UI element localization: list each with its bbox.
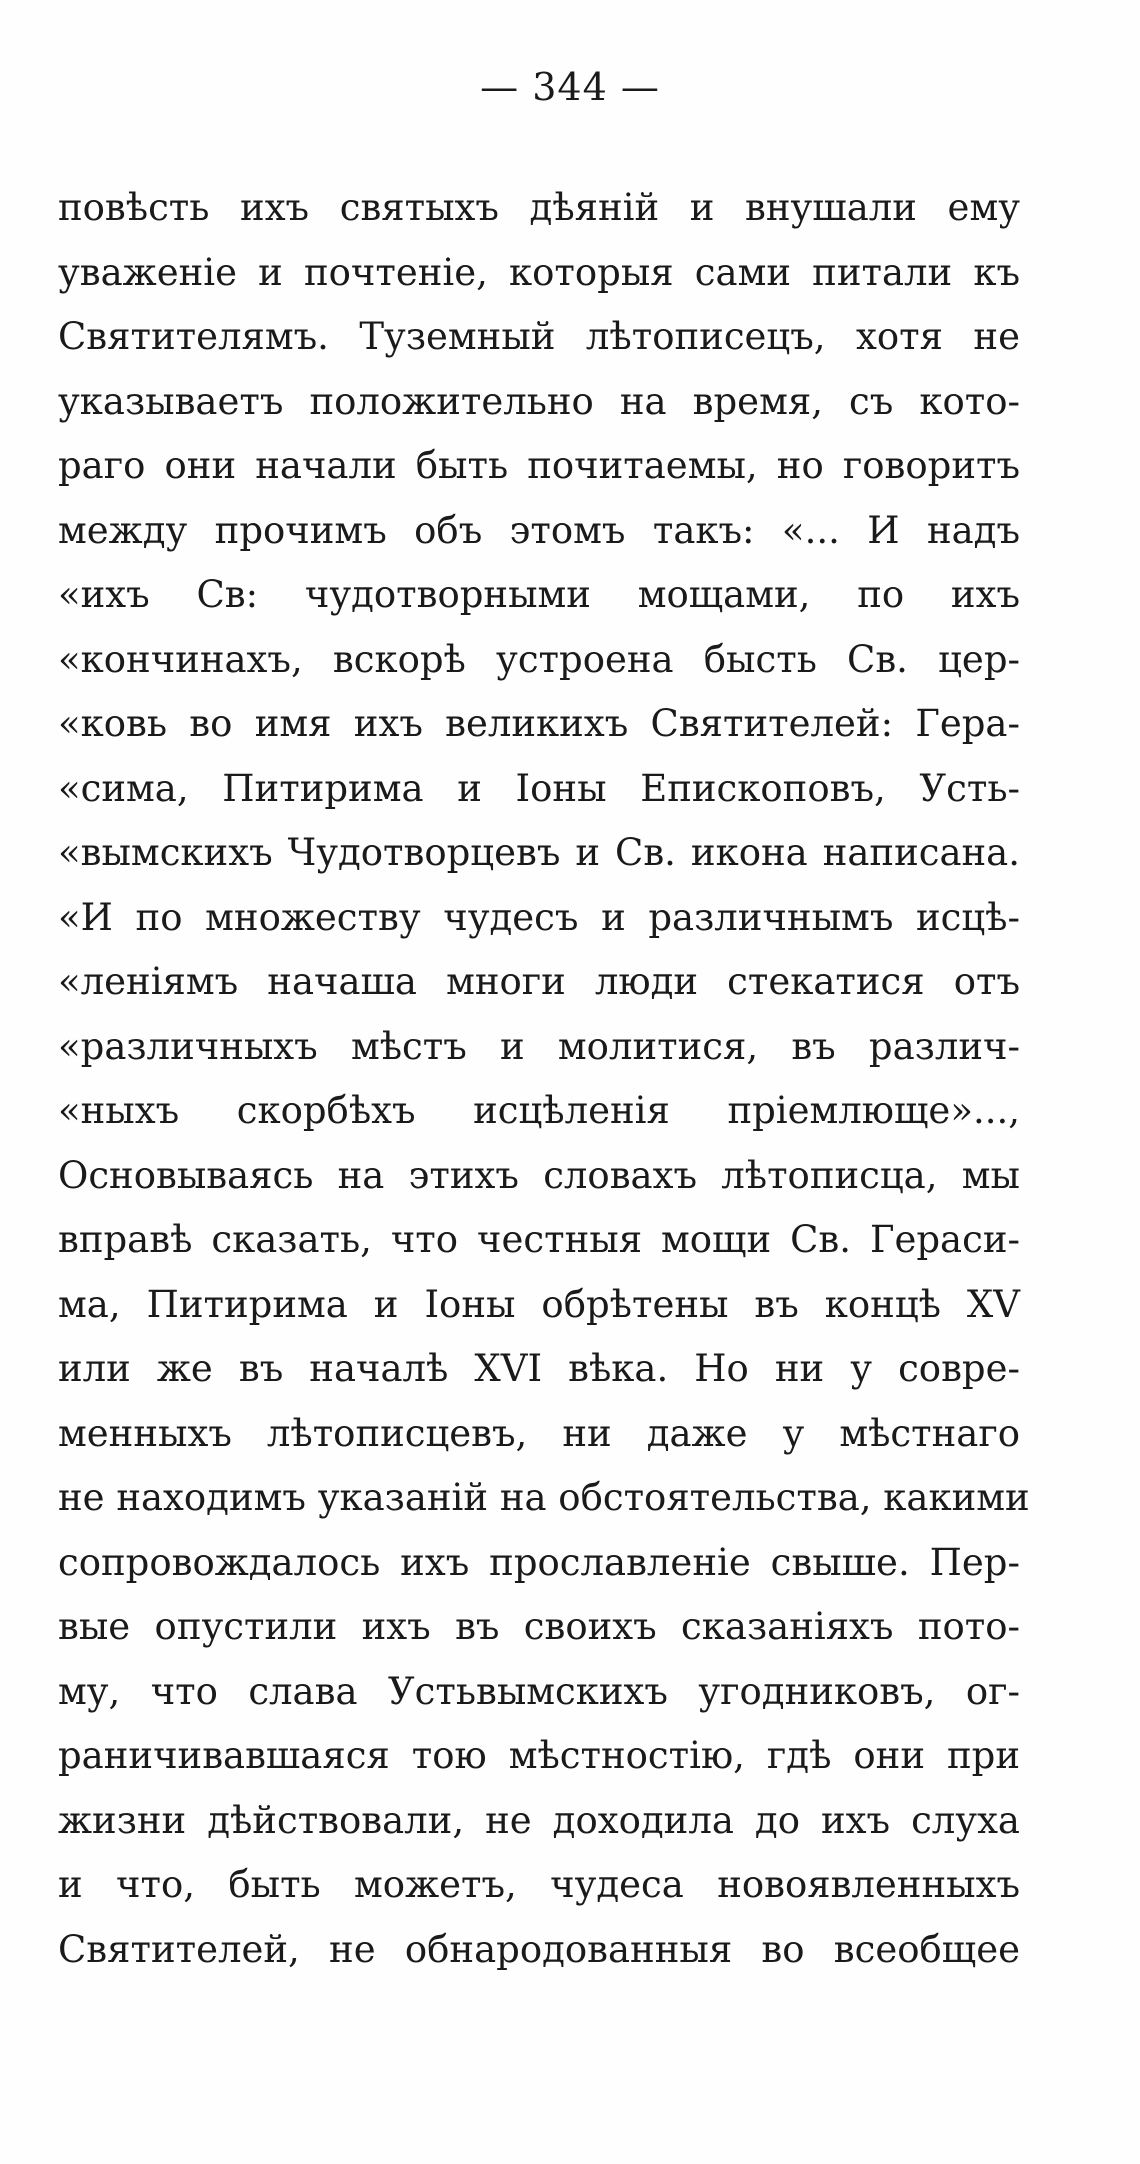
text-line: сопровождалось ихъ прославленіе свыше. Пер- (58, 1540, 1020, 1584)
text-line: повѣсть ихъ святыхъ дѣяній и внушали ему (58, 186, 1020, 229)
text-line: вые опустили ихъ въ своихъ сказаніяхъ пото- (58, 1605, 1020, 1648)
text-line: Основываясь на этихъ словахъ лѣтописца, мы (58, 1153, 1020, 1197)
text-line: раго они начали быть почитаемы, но говоритъ (58, 444, 1020, 487)
text-line: и что, быть можетъ, чудеса новоявленныхъ (58, 1863, 1020, 1906)
text-line: «вымскихъ Чудотворцевъ и Св. икона написана. (58, 831, 1020, 874)
text-line: Святителямъ. Туземный лѣтописецъ, хотя не (58, 315, 1020, 358)
text-line: или же въ началѣ XVI вѣка. Но ни у совре- (58, 1347, 1020, 1390)
text-line: жизни дѣйствовали, не доходила до ихъ слуха (58, 1798, 1020, 1842)
text-line: Святителей, не обнародованныя во всеобщее (58, 1927, 1020, 1971)
text-line: между прочимъ объ этомъ такъ: «... И надъ (58, 508, 1020, 552)
text-line: «различныхъ мѣстъ и молитися, въ различ- (58, 1024, 1020, 1068)
page-number: — 344 — (480, 65, 660, 109)
text-line: «И по множеству чудесъ и различнымъ исцѣ- (58, 895, 1020, 939)
body-text (58, 176, 1030, 1982)
text-line: «ихъ Св: чудотворными мощами, по ихъ (58, 573, 1020, 616)
text-line: ма, Питирима и Іоны обрѣтены въ концѣ XV (58, 1282, 1020, 1326)
text-line: «ныхъ скорбѣхъ исцѣленія пріемлюще»..., (58, 1089, 1020, 1132)
text-line: менныхъ лѣтописцевъ, ни даже у мѣстнаго (58, 1411, 1020, 1455)
text-line: «леніямъ начаша многи люди стекатися отъ (58, 960, 1020, 1003)
text-line: раничивавшаяся тою мѣстностію, гдѣ они при (58, 1734, 1020, 1777)
text-line: указываетъ положительно на время, съ кото- (58, 379, 1020, 423)
text-line: уваженіе и почтеніе, которыя сами питали къ (58, 250, 1020, 294)
text-line: не находимъ указаній на обстоятельства, какими (58, 1476, 1030, 1519)
text-line: «ковь во имя ихъ великихъ Святителей: Гера- (58, 702, 1020, 745)
text-line: вправѣ сказать, что честныя мощи Св. Гераси- (58, 1218, 1020, 1261)
text-line: «кончинахъ, вскорѣ устроена бысть Св. цер- (58, 637, 1020, 681)
text-line: «сима, Питирима и Іоны Епископовъ, Усть- (58, 766, 1020, 810)
text-line: му, что слава Устьвымскихъ угодниковъ, ог- (58, 1669, 1020, 1713)
